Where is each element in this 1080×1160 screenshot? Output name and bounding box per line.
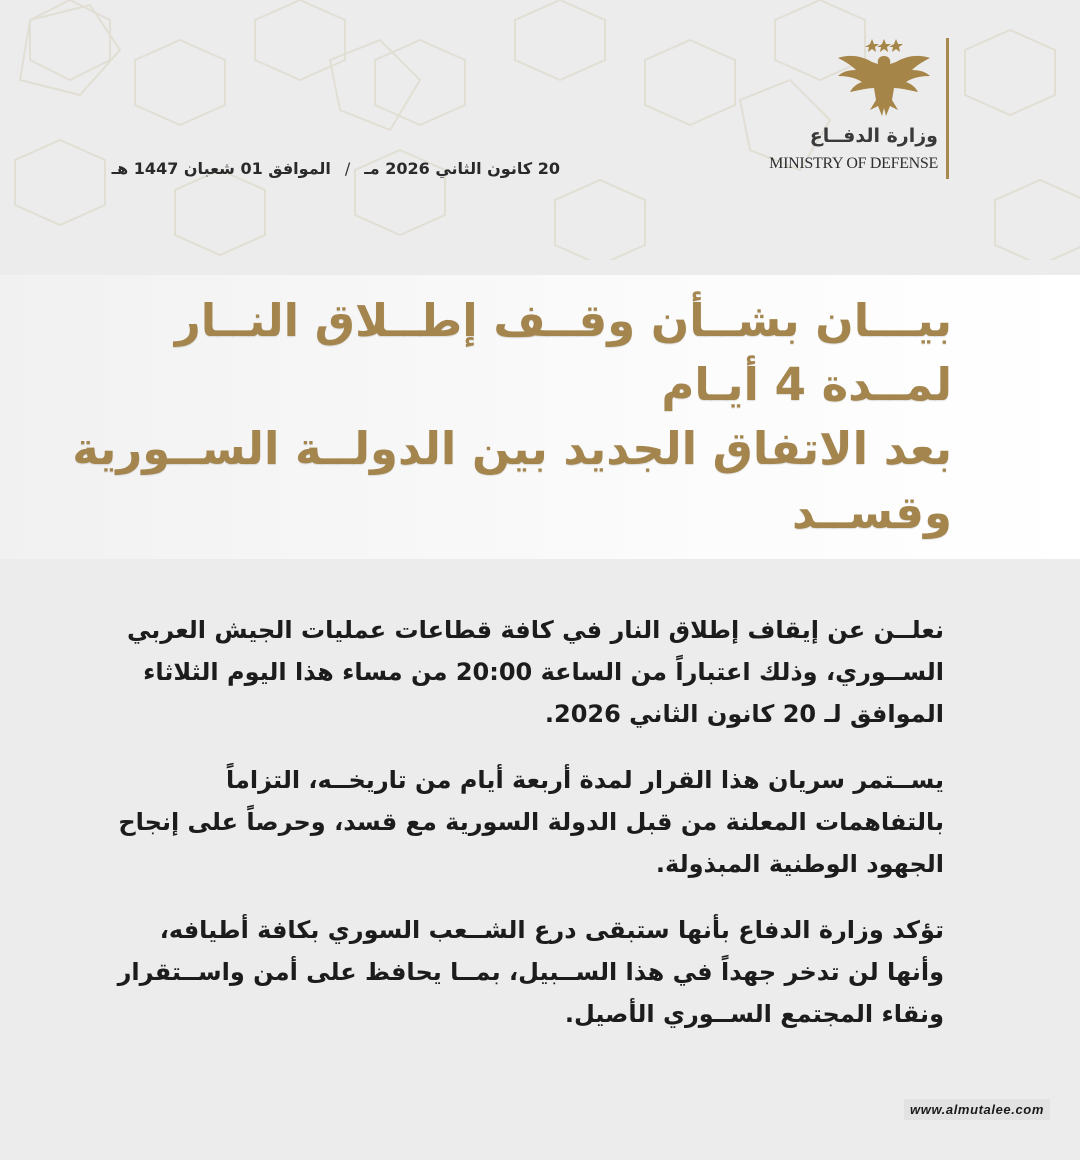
title-line-2: بعد الاتفاق الجديد بين الدولــة الســورية وقســد xyxy=(72,422,952,539)
statement-title xyxy=(60,289,952,545)
page-footer xyxy=(0,1099,1080,1155)
date-hijri: الموافق 01 شعبان 1447 هـ xyxy=(111,159,331,178)
header-divider xyxy=(946,38,949,179)
date-separator: / xyxy=(344,159,351,178)
eagle-emblem-icon xyxy=(832,38,936,118)
body-paragraph-2: يســتمر سريان هذا القرار لمدة أربعة أيام من تاريخــه، التزاماً بالتفاهمات المعلنة من قبل الدولة السورية مع قسد، وحرصاً على إنجاح الجهود الوطنية المبذولة. xyxy=(118,766,944,878)
ministry-logo xyxy=(700,38,940,180)
date-gregorian: 20 كانون الثاني 2026 مـ xyxy=(364,159,560,178)
body-paragraph-1: نعلــن عن إيقاف إطلاق النار في كافة قطاعات عمليات الجيش العربي الســوري، وذلك اعتباراً من الساعة 20:00 من مساء هذا اليوم الثلاثاء الموافق لـ 20 كانون الثاني 2026. xyxy=(126,616,944,728)
title-line-1: بيـــان بشــأن وقــف إطــلاق النــار لمــدة 4 أيـام xyxy=(174,294,952,411)
body-paragraph-3: تؤكد وزارة الدفاع بأنها ستبقى درع الشــعب السوري بكافة أطيافه، وأنها لن تدخر جهداً في هذا الســبيل، بمــا يحافظ على أمن واســتقرار ونقاء المجتمع الســوري الأصيل. xyxy=(117,916,944,1028)
date-line xyxy=(100,158,560,180)
ministry-name-english: MINISTRY OF DEFENSE xyxy=(769,155,938,172)
source-watermark: www.almutalee.com xyxy=(904,1099,1050,1120)
statement-body xyxy=(0,559,1080,1099)
page-header xyxy=(0,0,1080,275)
title-band xyxy=(0,275,1080,559)
ministry-name-arabic: وزارة الدفــاع xyxy=(809,125,938,147)
